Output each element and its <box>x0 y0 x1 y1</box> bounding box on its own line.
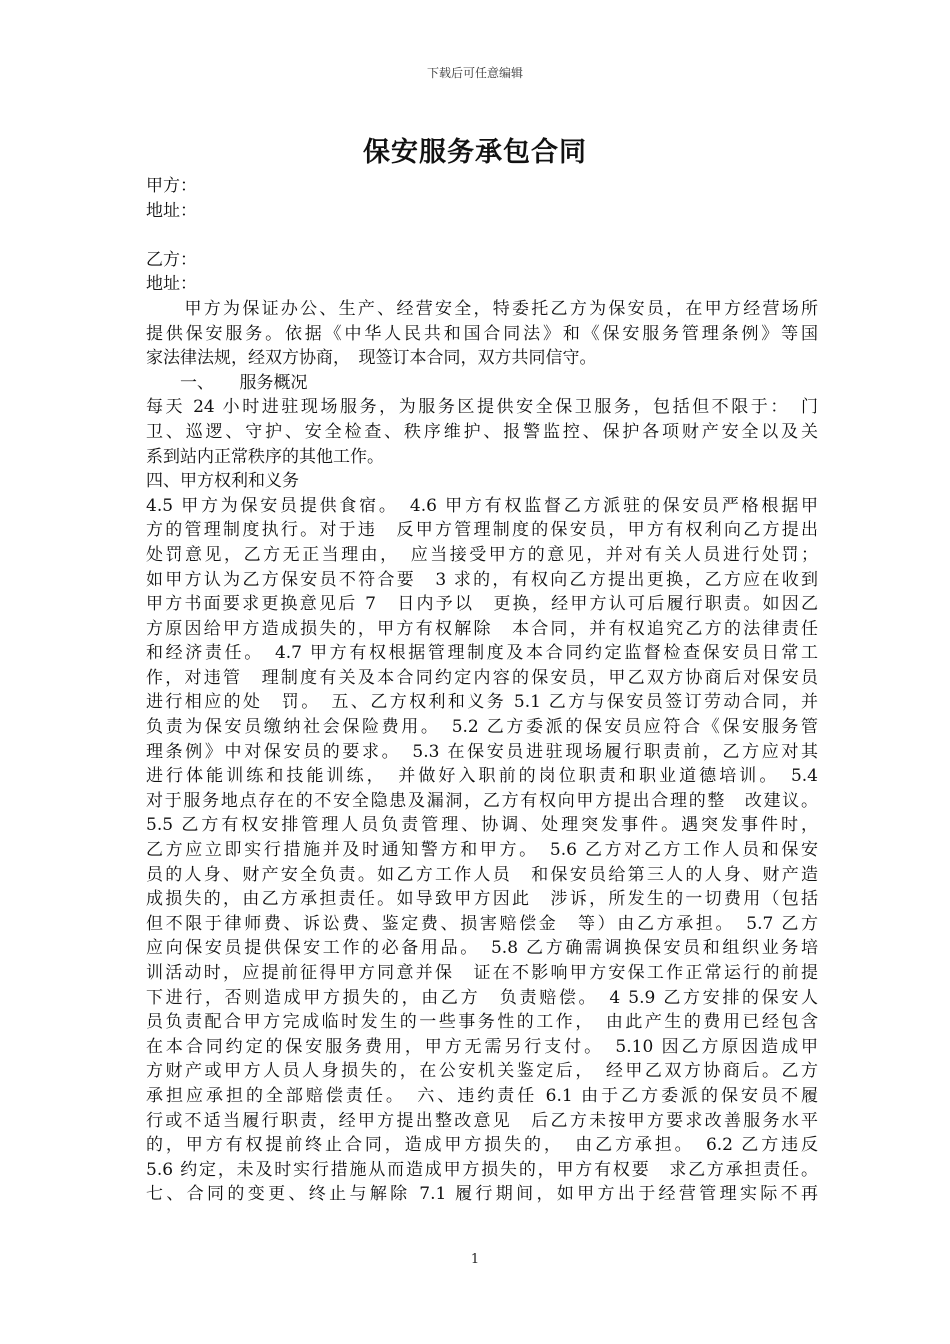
body-line: 对于服务地点存在的不安全隐患及漏洞，乙方有权向甲方提出合理的整 改建议。 <box>146 790 818 811</box>
body-line: 方的管理制度执行。对于违 反甲方管理制度的保安员，甲方有权利向乙方提出 <box>146 520 818 541</box>
blank-line <box>146 223 818 248</box>
body-line: 的，甲方有权提前终止合同，造成甲方损失的， 由乙方承担。 6.2 乙方违反 <box>146 1135 818 1156</box>
body-line: 乙方： <box>146 249 197 270</box>
body-line: 4.5 甲方为保安员提供食宿。 4.6 甲方有权监督乙方派驻的保安员严格根据甲 <box>146 495 818 516</box>
page-header-note: 下载后可任意编辑 <box>426 66 523 80</box>
body-line: 5.6 约定，未及时实行措施从而造成甲方损失的，甲方有权要 求乙方承担责任。 <box>146 1159 818 1180</box>
body-line: 员的人身、财产安全负责。如乙方工作人员 和保安员给第三人的人身、财产造 <box>146 864 818 885</box>
body-line: 地址： <box>146 274 197 295</box>
body-line: 每天 24 小时进驻现场服务，为服务区提供安全保卫服务，包括但不限于： 门 <box>146 397 818 418</box>
body-line: 理条例》中对保安员的要求。 5.3 在保安员进驻现场履行职责前，乙方应对其 <box>146 741 818 762</box>
body-line: 四、甲方权利和义务 <box>146 471 299 492</box>
body-line: 承担应承担的全部赔偿责任。 六、违约责任 6.1 由于乙方委派的保安员不履 <box>146 1085 818 1106</box>
body-line: 卫、巡逻、守护、安全检查、秩序维护、报警监控、保护各项财产安全以及关 <box>146 421 818 442</box>
body-line: 家法律法规，经双方协商， 现签订本合同，双方共同信守。 <box>146 348 597 369</box>
body-line: 进行体能训练和技能训练， 并做好入职前的岗位职责和职业道德培训。 5.4 <box>146 766 818 787</box>
body-line: 在本合同约定的保安服务费用，甲方无需另行支付。 5.10 因乙方原因造成甲 <box>146 1036 818 1057</box>
body-line: 提供保安服务。依据《中华人民共和国合同法》和《保安服务管理条例》等国 <box>146 323 818 344</box>
body-line: 行或不适当履行职责，经甲方提出整改意见 后乙方未按甲方要求改善服务水平 <box>146 1110 818 1131</box>
body-line: 负责为保安员缴纳社会保险费用。 5.2 乙方委派的保安员应符合《保安服务管 <box>146 717 818 738</box>
body-line: 七、合同的变更、终止与解除 7.1 履行期间，如甲方出于经营管理实际不再 <box>146 1184 818 1205</box>
body-line: 方财产或甲方人员人身损失的，在公安机关鉴定后， 经甲乙双方协商后。乙方 <box>146 1061 818 1082</box>
body-line: 处罚意见，乙方无正当理由， 应当接受甲方的意见，并对有关人员进行处罚； <box>146 544 818 565</box>
body-line: 成损失的，由乙方承担责任。如导致甲方因此 涉诉，所发生的一切费用（包括 <box>146 889 818 910</box>
body-line: 乙方应立即实行措施并及时通知警方和甲方。 5.6 乙方对乙方工作人员和保安 <box>146 840 818 861</box>
document-body <box>146 174 818 1207</box>
body-line: 训活动时，应提前征得甲方同意并保 证在不影响甲方安保工作正常运行的前提 <box>146 963 818 983</box>
body-line: 如甲方认为乙方保安员不符合要 3 求的，有权向乙方提出更换，乙方应在收到 <box>146 569 818 590</box>
body-line: 甲方为保证办公、生产、经营安全，特委托乙方为保安员，在甲方经营场所 <box>146 298 818 319</box>
body-line: 但不限于律师费、诉讼费、鉴定费、损害赔偿金 等）由乙方承担。 5.7 乙方 <box>146 913 818 934</box>
body-line: 系到站内正常秩序的其他工作。 <box>146 446 384 467</box>
body-line: 5.5 乙方有权安排管理人员负责管理、协调、处理突发事件。遇突发事件时， <box>146 815 818 836</box>
document-title: 保安服务承包合同 <box>363 137 587 168</box>
body-line: 进行相应的处 罚。 五、乙方权利和义务 5.1 乙方与保安员签订劳动合同，并 <box>146 692 818 713</box>
page-number: 1 <box>470 1252 480 1267</box>
body-line: 甲方书面要求更换意见后 7 日内予以 更换，经甲方认可后履行职责。如因乙 <box>146 594 818 615</box>
body-line: 作，对违管 理制度有关及本合同约定内容的保安员，甲乙双方协商后对保安员 <box>146 667 818 688</box>
body-line: 应向保安员提供保安工作的必备用品。 5.8 乙方确需调换保安员和组织业务培 <box>146 938 818 959</box>
body-line: 一、 服务概况 <box>146 372 308 393</box>
body-line: 下进行，否则造成甲方损失的，由乙方 负责赔偿。 4 5.9 乙方安排的保安人 <box>146 987 818 1008</box>
body-line: 员负责配合甲方完成临时发生的一些事务性的工作， 由此产生的费用已经包含 <box>146 1012 818 1033</box>
body-line: 和经济责任。 4.7 甲方有权根据管理制度及本合同约定监督检查保安员日常工 <box>146 643 818 664</box>
body-line: 地址： <box>146 200 197 221</box>
body-line: 方原因给甲方造成损失的，甲方有权解除 本合同，并有权追究乙方的法律责任 <box>146 618 818 639</box>
body-line: 甲方： <box>146 176 197 196</box>
